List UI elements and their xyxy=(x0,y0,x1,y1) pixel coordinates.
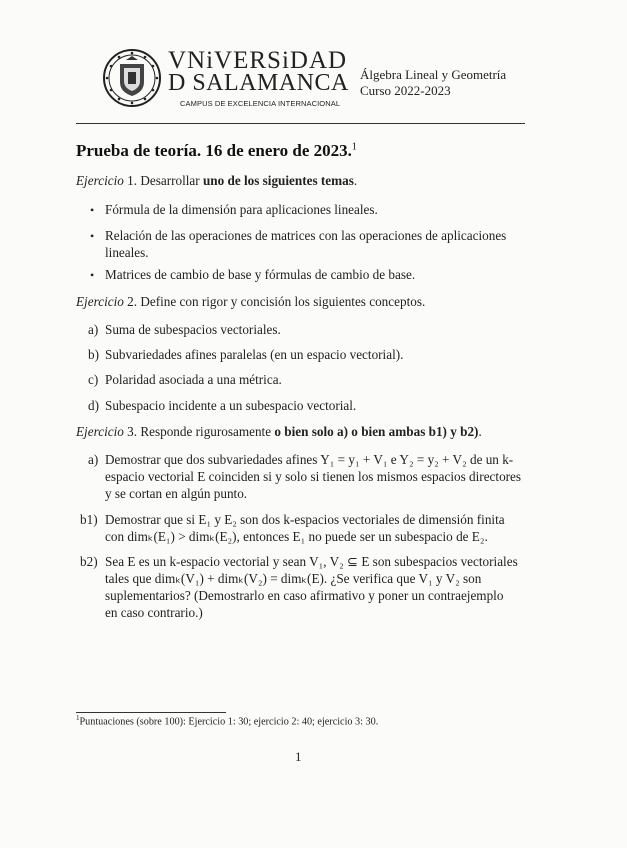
ex2-label: Ejercicio xyxy=(76,294,124,309)
exam-title-text: Prueba de teoría. 16 de enero de 2023. xyxy=(76,141,352,160)
ex3-item-marker: a) xyxy=(88,452,99,467)
list-item: Fórmula de la dimensión para aplicaciones lineales. xyxy=(105,202,378,217)
university-seal-icon xyxy=(102,48,162,108)
ex3-item-marker: b2) xyxy=(80,554,98,569)
page-number: 1 xyxy=(295,749,302,764)
ex3-item-line: y se cortan en algún punto. xyxy=(105,486,248,501)
ex2-item-text: Suma de subespacios vectoriales. xyxy=(105,322,281,337)
ex3-intro-post: . xyxy=(478,424,482,439)
university-name-line2: D SALAMANCA xyxy=(168,70,349,96)
ex3-item-line: con dimₖ(E₁) > dimₖ(E₂), entonces E₁ no puede ser un subespacio de E₂. xyxy=(105,529,488,544)
ex2-item-marker: d) xyxy=(88,398,99,413)
ex3-item-line: Sea E es un k-espacio vectorial y sean V₁, V₂ ⊆ E son subespacios vectoriales xyxy=(105,554,518,569)
ex2-item-marker: a) xyxy=(88,322,99,337)
ex3-item-line: tales que dimₖ(V₁) + dimₖ(V₂) = dimₖ(E). ¿Se verifica que V₁ y V₂ son xyxy=(105,571,482,586)
ex2-item-marker: b) xyxy=(88,347,99,362)
footnote-mark: 1 xyxy=(76,714,80,722)
ex3-item-line: Demostrar que si E₁ y E₂ son dos k-espacios vectoriales de dimensión finita xyxy=(105,512,505,527)
footnote xyxy=(76,714,378,727)
exam-title xyxy=(76,141,357,161)
bullet-icon: • xyxy=(90,268,95,282)
list-item-continuation: lineales. xyxy=(105,245,149,260)
footnote-rule xyxy=(76,712,226,713)
bullet-icon: • xyxy=(90,203,95,217)
ex3-intro-bold: o bien solo a) o bien ambas b1) y b2) xyxy=(274,424,479,439)
ex1-intro-post: . xyxy=(353,173,358,188)
list-item: Relación de las operaciones de matrices con las operaciones de aplicaciones xyxy=(105,228,507,243)
ex1-intro-bold: uno de los siguientes temas xyxy=(202,173,354,188)
ex3-item-line: espacio vectorial E coinciden si y solo si tienen los mismos espacios directores xyxy=(105,469,522,484)
footnote-text: Puntuaciones (sobre 100): Ejercicio 1: 30; ejercicio 2: 40; ejercicio 3: 30. xyxy=(79,716,379,728)
ex2-intro xyxy=(76,293,425,310)
ex3-item-marker: b1) xyxy=(80,512,98,527)
ex3-item-line: en caso contrario.) xyxy=(105,605,203,620)
ex1-number: 1. xyxy=(127,173,138,188)
header-rule xyxy=(76,123,525,124)
ex1-label: Ejercicio xyxy=(76,173,124,188)
ex1-intro xyxy=(76,172,357,189)
list-item: Matrices de cambio de base y fórmulas de cambio de base. xyxy=(105,267,416,282)
ex2-item-text: Subvariedades afines paralelas (en un espacio vectorial). xyxy=(105,347,404,362)
ex3-intro-pre: Responde rigurosamente xyxy=(140,424,272,439)
ex2-number: 2. xyxy=(127,294,138,309)
course-year: Curso 2022-2023 xyxy=(360,83,451,98)
ex1-intro-pre: Desarrollar xyxy=(140,173,200,188)
ex3-number: 3. xyxy=(127,424,138,439)
course-name: Álgebra Lineal y Geometría xyxy=(360,67,507,82)
ex2-item-marker: c) xyxy=(88,372,99,387)
ex2-item-text: Subespacio incidente a un subespacio vectorial. xyxy=(105,398,357,413)
bullet-icon: • xyxy=(90,229,95,243)
ex3-label: Ejercicio xyxy=(76,424,124,439)
ex3-item-line: suplementarios? (Demostrarlo en caso afirmativo y poner un contraejemplo xyxy=(105,588,504,603)
campus-tagline: CAMPUS DE EXCELENCIA INTERNACIONAL xyxy=(180,99,341,108)
ex2-item-text: Polaridad asociada a una métrica. xyxy=(105,372,282,387)
title-footnote-mark: 1 xyxy=(351,141,357,153)
university-name-line1: VNiVERSiDAD xyxy=(168,47,348,74)
ex3-item-line: Demostrar que dos subvariedades afines Y₁ = y₁ + V₁ e Y₂ = y₂ + V₂ de un k- xyxy=(105,452,514,467)
ex3-intro xyxy=(76,423,482,440)
ex2-intro-text: Define con rigor y concisión los siguientes conceptos. xyxy=(140,294,426,309)
course-info xyxy=(360,67,506,99)
